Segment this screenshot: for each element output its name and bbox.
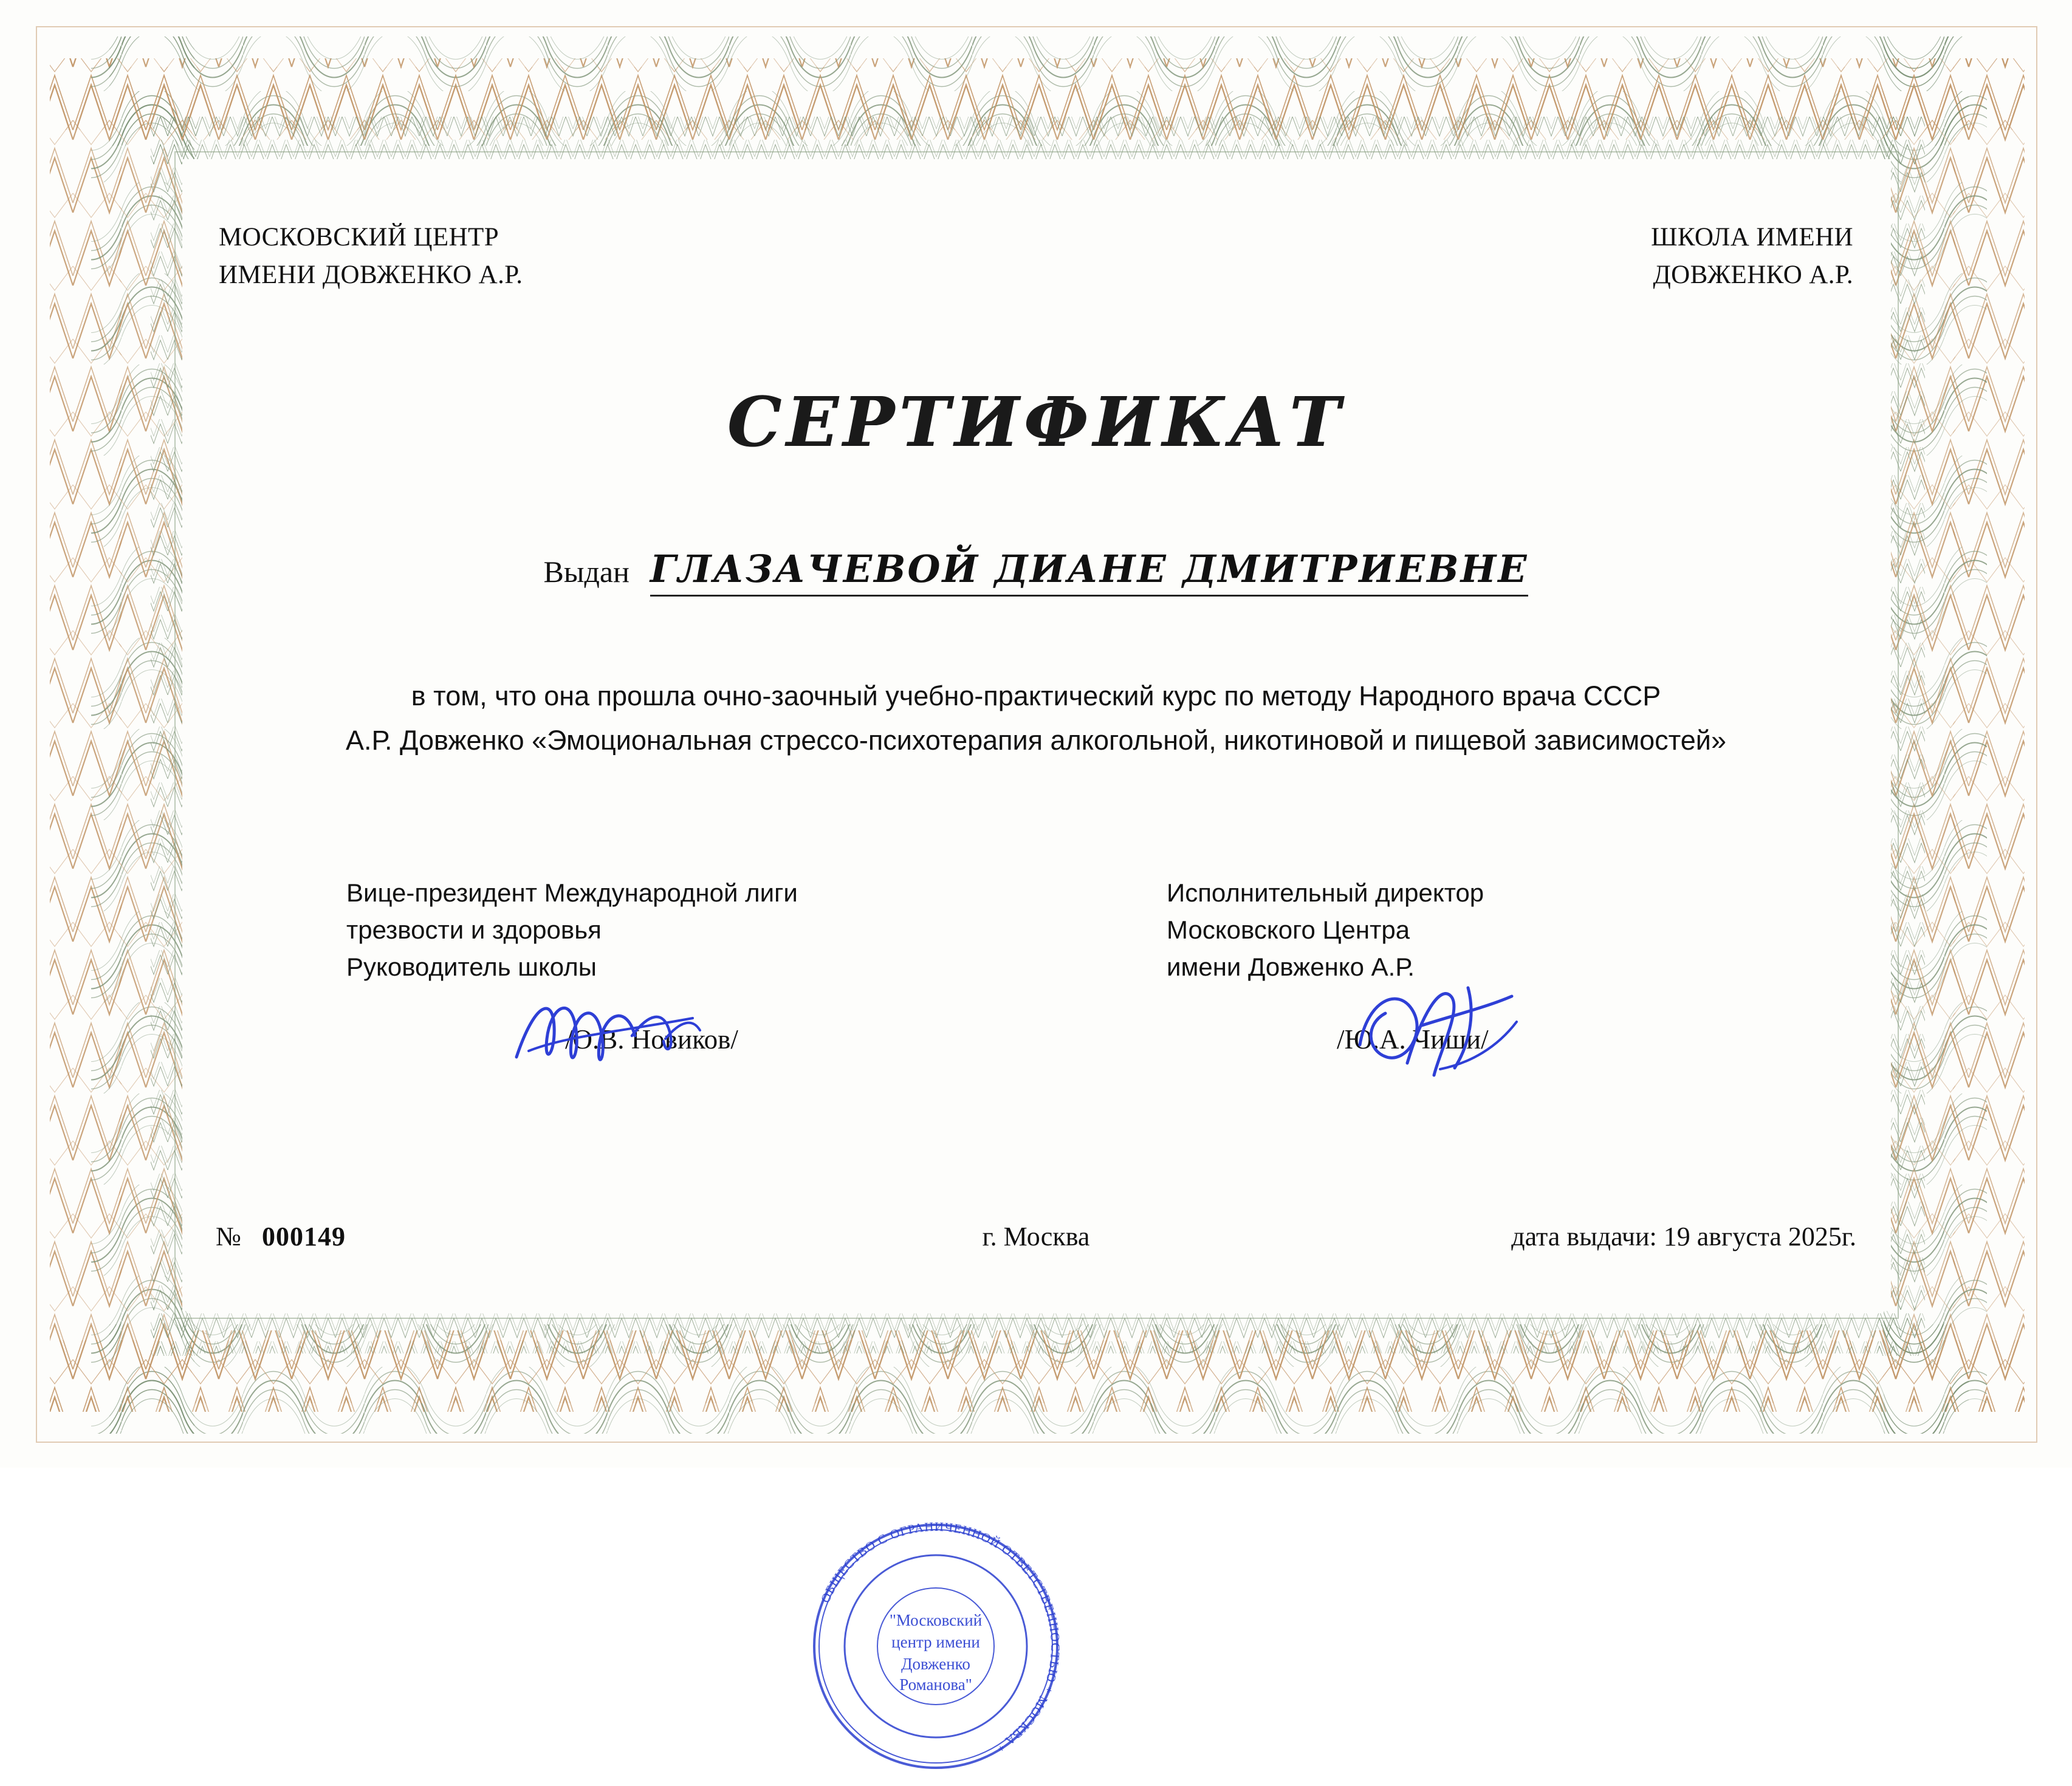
- issued-label: Выдан: [543, 555, 629, 589]
- svg-text:ОБЩЕСТВО С ОГРАНИЧЕННОЙ ОТВЕТС: ОБЩЕСТВО С ОГРАНИЧЕННОЙ ОТВЕТСТВЕННОСТЬЮ * МОСКВА *: [817, 1519, 1063, 1756]
- body-line-1: в том, что она прошла очно-заочный учебно-практический курс по методу Народного врача СССР: [411, 680, 1661, 711]
- signature-left-title-3: Руководитель школы: [346, 952, 597, 981]
- certificate-content: [182, 182, 1890, 1756]
- signature-left-name: /О.В. Новиков/: [565, 1024, 738, 1055]
- organization-right: [1651, 219, 1853, 295]
- certificate-number: 000149: [261, 1222, 346, 1251]
- svg-text:Романова": Романова": [899, 1675, 972, 1694]
- signature-left-title-1: Вице-президент Международной лиги: [346, 878, 798, 907]
- organization-right-line-2: ДОВЖЕНКО А.Р.: [1653, 261, 1853, 290]
- signature-block-right: [1167, 875, 1489, 1059]
- svg-text:"Московский: "Московский: [889, 1611, 983, 1629]
- footer-issue-date: дата выдачи: 19 августа 2025г.: [1511, 1222, 1856, 1251]
- number-symbol: №: [216, 1222, 241, 1251]
- svg-text:Довженко: Довженко: [901, 1655, 970, 1673]
- official-stamp: [796, 1507, 1075, 1786]
- certificate-footer: [216, 1221, 1856, 1252]
- certificate-body: [225, 674, 1847, 763]
- organization-right-line-1: ШКОЛА ИМЕНИ: [1651, 223, 1853, 251]
- signature-left-title-2: трезвости и здоровья: [346, 915, 602, 944]
- signature-right-title-1: Исполнительный директор: [1167, 878, 1484, 907]
- signature-right-title-2: Московского Центра: [1167, 915, 1410, 944]
- page-title: СЕРТИФИКАТ: [727, 383, 1345, 462]
- footer-city: г. Москва: [982, 1222, 1090, 1251]
- signature-right-title-3: имени Довженко А.Р.: [1167, 952, 1415, 981]
- body-line-2: А.Р. Довженко «Эмоциональная стрессо-психотерапия алкогольной, никотиновой и пищевой зависимостей»: [346, 724, 1726, 756]
- issued-row: [182, 547, 1890, 597]
- signature-block-left: [346, 875, 798, 1059]
- organization-header: [219, 219, 1853, 295]
- signature-right-name: /Ю.А. Чиши/: [1337, 1024, 1489, 1055]
- footer-number-group: [216, 1221, 346, 1252]
- organization-left-line-1: МОСКОВСКИЙ ЦЕНТР: [219, 223, 499, 251]
- organization-left: [219, 219, 523, 295]
- recipient-name: ГЛАЗАЧЕВОЙ ДИАНЕ ДМИТРИЕВНЕ: [650, 547, 1529, 597]
- organization-left-line-2: ИМЕНИ ДОВЖЕНКО А.Р.: [219, 261, 523, 290]
- svg-text:центр имени: центр имени: [891, 1633, 980, 1651]
